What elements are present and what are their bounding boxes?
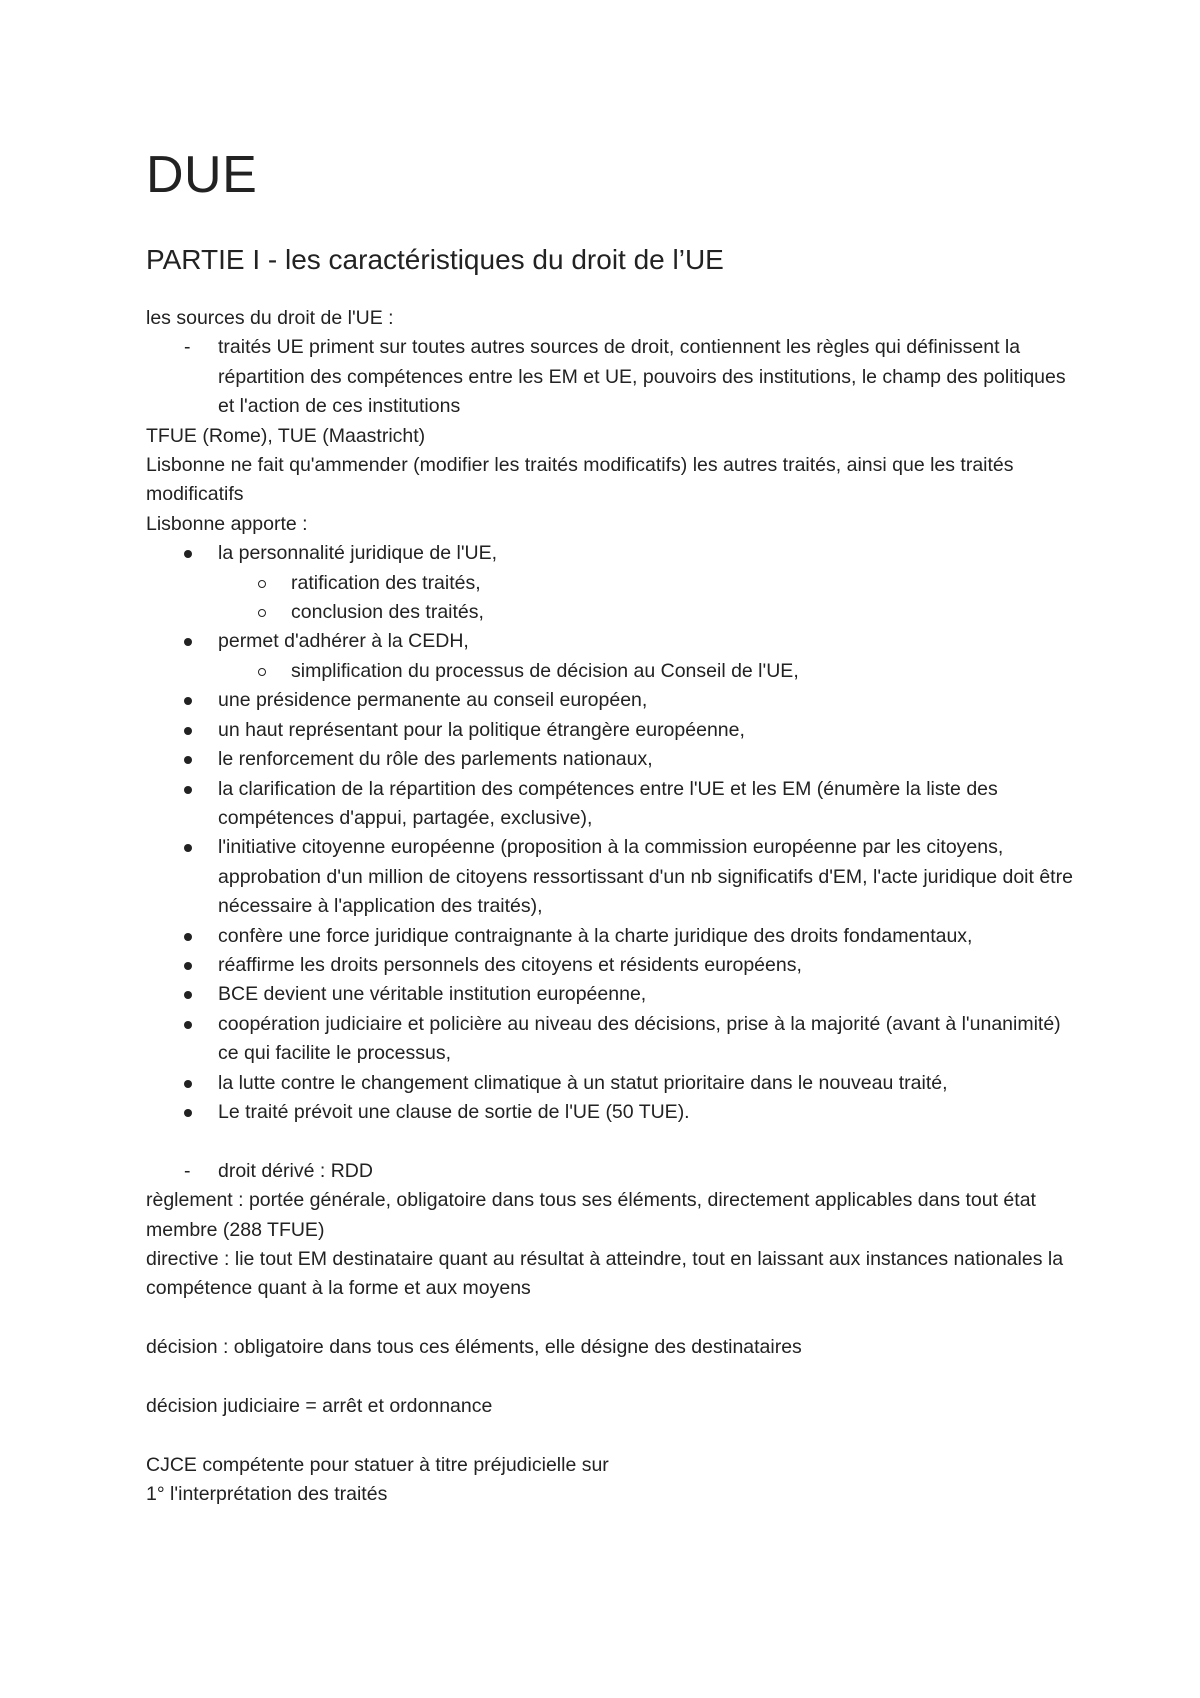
bullet-marker xyxy=(184,1080,192,1088)
list-item xyxy=(146,716,1076,745)
document-page xyxy=(146,140,1076,1510)
list-item xyxy=(146,922,1076,951)
list-item-text: confère une force juridique contraignante à la charte juridique des droits fondamentaux, xyxy=(218,924,973,947)
list-item-text: l'initiative citoyenne européenne (proposition à la commission européenne par les citoyens, approbation d'un million de citoyens ressortissant d'un nb significatifs d'EM, l'acte juridique doit être nécessaire à l'application des traités), xyxy=(218,836,1073,918)
list-item xyxy=(146,951,1076,980)
bullet-marker xyxy=(184,786,192,794)
list-item-text: simplification du processus de décision au Conseil de l'UE, xyxy=(291,659,799,682)
list-item-text: la personnalité juridique de l'UE, xyxy=(218,542,498,565)
paragraph-lisbonne-apporte: Lisbonne apporte : xyxy=(146,512,308,535)
bullet-marker xyxy=(184,756,192,764)
list-item xyxy=(146,333,1076,421)
bullet-marker xyxy=(184,1109,192,1117)
document-title: DUE xyxy=(146,146,258,204)
bullet-marker xyxy=(184,727,192,735)
bullet-marker xyxy=(184,697,192,705)
list-item-text: conclusion des traités, xyxy=(291,601,484,624)
bullet-marker xyxy=(184,550,192,558)
bullet-marker xyxy=(184,933,192,941)
section-heading: PARTIE I - les caractéristiques du droit de l’UE xyxy=(146,244,724,275)
paragraph-reglement: règlement : portée générale, obligatoire dans tous ses éléments, directement applicables dans tout état membre (288 TFUE) xyxy=(146,1189,1036,1241)
list-item-text: la clarification de la répartition des compétences entre l'UE et les EM (énumère la liste des compétences d'appui, partagée, exclusive), xyxy=(218,777,998,829)
list-item-text: un haut représentant pour la politique étrangère européenne, xyxy=(218,718,745,741)
list-item xyxy=(146,627,1076,656)
circle-marker xyxy=(258,668,266,676)
bullet-marker xyxy=(184,1021,192,1029)
bullet-marker xyxy=(184,638,192,646)
list-item xyxy=(146,775,1076,834)
list-item xyxy=(146,1098,1076,1127)
paragraph-tfue: TFUE (Rome), TUE (Maastricht) xyxy=(146,424,426,447)
sources-intro: les sources du droit de l'UE : xyxy=(146,307,394,329)
list-item xyxy=(146,745,1076,774)
list-item-text: une présidence permanente au conseil européen, xyxy=(218,689,648,712)
paragraph-decision-judiciaire: décision judiciaire = arrêt et ordonnance xyxy=(146,1394,493,1417)
list-item xyxy=(146,1069,1076,1098)
list-item-text: la lutte contre le changement climatique à un statut prioritaire dans le nouveau traité, xyxy=(218,1071,948,1094)
list-item-text: Le traité prévoit une clause de sortie de l'UE (50 TUE). xyxy=(218,1100,690,1123)
list-item-text: permet d'adhérer à la CEDH, xyxy=(218,630,469,653)
treaties-text: traités UE priment sur toutes autres sources de droit, contiennent les règles qui définissent la répartition des compétences entre les EM et UE, pouvoirs des institutions, le champ des politiques et l'action de ces institutions xyxy=(218,336,1066,418)
bullet-marker xyxy=(184,991,192,999)
paragraph-cjce: CJCE compétente pour statuer à titre préjudicielle sur xyxy=(146,1453,609,1476)
bullet-list xyxy=(146,539,1076,1127)
paragraph-decision: décision : obligatoire dans tous ces éléments, elle désigne des destinataires xyxy=(146,1336,802,1359)
list-item-text: ratification des traités, xyxy=(291,571,481,594)
list-item xyxy=(146,686,1076,715)
paragraph-directive: directive : lie tout EM destinataire quant au résultat à atteindre, tout en laissant aux instances nationales la compétence quant à la forme et aux moyens xyxy=(146,1247,1064,1300)
dash-marker: - xyxy=(184,336,191,359)
list-item-text: réaffirme les droits personnels des citoyens et résidents européens, xyxy=(218,953,802,976)
list-item xyxy=(146,1010,1076,1069)
sub-list-item xyxy=(146,657,1076,686)
list-item-text: le renforcement du rôle des parlements nationaux, xyxy=(218,748,653,771)
sub-list-item xyxy=(146,598,1076,627)
list-item xyxy=(146,833,1076,921)
paragraph-lisbonne: Lisbonne ne fait qu'ammender (modifier les traités modificatifs) les autres traités, ainsi que les traités modificatifs xyxy=(146,454,1014,506)
bullet-marker xyxy=(184,844,192,852)
dash-list xyxy=(146,333,1076,421)
list-item xyxy=(146,980,1076,1009)
list-item xyxy=(146,1157,1076,1186)
paragraph-interpretation: 1° l'interprétation des traités xyxy=(146,1483,388,1506)
list-item-text: coopération judiciaire et policière au niveau des décisions, prise à la majorité (avant à l'unanimité) ce qui facilite le processus, xyxy=(218,1012,1061,1065)
document-body xyxy=(146,304,1076,1510)
dash-list xyxy=(146,1157,1076,1186)
derived-law-text: droit dérivé : RDD xyxy=(218,1159,373,1182)
list-item-text: BCE devient une véritable institution européenne, xyxy=(218,983,647,1006)
circle-marker xyxy=(258,580,266,588)
dash-marker: - xyxy=(184,1159,191,1182)
list-item xyxy=(146,539,1076,568)
bullet-marker xyxy=(184,962,192,970)
circle-marker xyxy=(258,609,266,617)
sub-list-item xyxy=(146,569,1076,598)
